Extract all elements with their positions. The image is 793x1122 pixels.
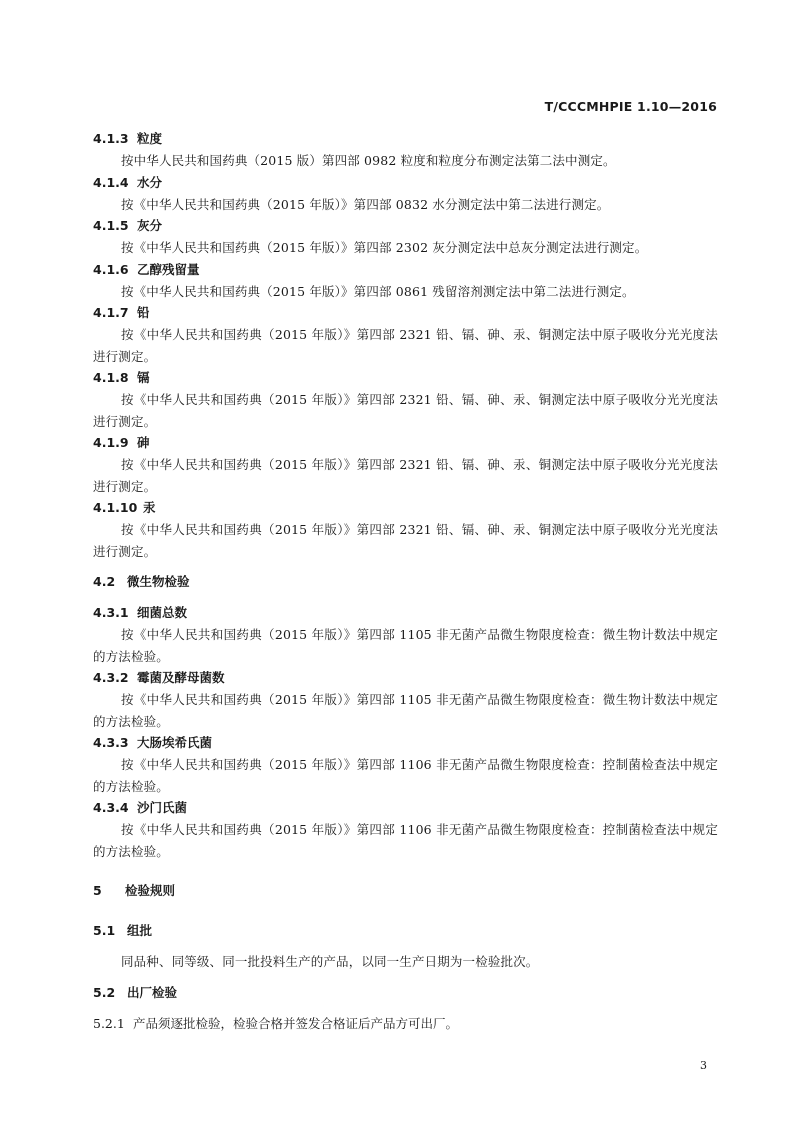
section-number: 5 — [93, 883, 102, 898]
section-heading-4-3-2 — [93, 667, 718, 689]
section-heading-5-2 — [93, 982, 718, 1004]
section-number: 4.2 — [93, 574, 116, 589]
section-paragraph: 按《中华人民共和国药典（2015 年版）》第四部 0832 水分测定法中第二法进行测定。 — [121, 196, 610, 212]
section-heading-4-2 — [93, 571, 718, 593]
section-title: 乙醇残留量 — [137, 261, 200, 277]
section-paragraph: 按《中华人民共和国药典（2015 年版）》第四部 2302 灰分测定法中总灰分测定法进行测定。 — [121, 240, 648, 255]
document-code: T/CCCMHPIE 1.10—2016 — [544, 99, 717, 114]
section-number: 5.2 — [93, 984, 116, 1000]
section-paragraph: 按《中华人民共和国药典（2015 年版）》第四部 1105 非无菌产品微生物限度检查：微生物计数法中规定的方法检验。 — [93, 627, 718, 664]
document-body — [93, 128, 718, 1035]
section-number: 4.3.1 — [93, 605, 129, 620]
section-paragraph: 同品种、同等级、同一批投料生产的产品，以同一生产日期为一检验批次。 — [121, 954, 539, 969]
section-title: 霉菌及酵母菌数 — [137, 670, 225, 685]
section-heading-4-1-10 — [93, 497, 718, 519]
section-title: 水分 — [137, 174, 163, 190]
section-title: 组批 — [127, 923, 153, 938]
section-paragraph: 按《中华人民共和国药典（2015 年版）》第四部 2321 铅、镉、砷、汞、铜测定法中原子吸收分光光度法进行测定。 — [93, 457, 718, 494]
section-heading-4-1-7 — [93, 302, 718, 324]
section-paragraph: 产品须逐批检验，检验合格并签发合格证后产品方可出厂。 — [133, 1015, 459, 1031]
section-title: 细菌总数 — [137, 605, 188, 620]
section-heading-4-3-3 — [93, 732, 718, 754]
section-number: 4.1.9 — [93, 435, 129, 450]
section-title: 大肠埃希氏菌 — [137, 735, 213, 750]
section-paragraph: 按中华人民共和国药典（2015 版）第四部 0982 粒度和粒度分布测定法第二法中测定。 — [121, 153, 616, 168]
section-title: 沙门氏菌 — [137, 800, 188, 815]
section-number: 4.3.3 — [93, 735, 129, 750]
section-heading-5 — [93, 880, 718, 902]
section-title: 出厂检验 — [127, 984, 178, 1000]
section-paragraph: 按《中华人民共和国药典（2015 年版）》第四部 1105 非无菌产品微生物限度检查：微生物计数法中规定的方法检验。 — [93, 692, 718, 729]
clause-5-2-1 — [93, 1013, 718, 1035]
section-paragraph: 按《中华人民共和国药典（2015 年版）》第四部 0861 残留溶剂测定法中第二法进行测定。 — [121, 283, 635, 299]
section-heading-4-1-6 — [93, 259, 718, 281]
section-number: 4.1.10 — [93, 500, 138, 515]
section-title: 镉 — [137, 370, 150, 385]
section-number: 4.3.4 — [93, 800, 129, 815]
section-title: 检验规则 — [125, 883, 176, 898]
page-number: 3 — [700, 1059, 707, 1072]
section-number: 4.1.8 — [93, 370, 129, 385]
section-paragraph: 按《中华人民共和国药典（2015 年版）》第四部 1106 非无菌产品微生物限度检查：控制菌检查法中规定的方法检验。 — [93, 757, 718, 794]
section-paragraph: 按《中华人民共和国药典（2015 年版）》第四部 2321 铅、镉、砷、汞、铜测定法中原子吸收分光光度法进行测定。 — [93, 392, 718, 429]
section-number: 4.1.6 — [93, 261, 129, 277]
section-number: 4.1.3 — [93, 131, 129, 146]
section-heading-4-3-1 — [93, 602, 718, 624]
section-heading-4-1-9 — [93, 432, 718, 454]
section-heading-4-1-5 — [93, 215, 718, 237]
section-number: 5.1 — [93, 923, 116, 938]
section-heading-4-1-3 — [93, 128, 718, 150]
section-number: 5.2.1 — [93, 1015, 125, 1031]
section-paragraph: 按《中华人民共和国药典（2015 年版）》第四部 2321 铅、镉、砷、汞、铜测定法中原子吸收分光光度法进行测定。 — [93, 522, 718, 559]
section-title: 粒度 — [137, 131, 163, 146]
section-title: 汞 — [143, 500, 156, 515]
section-heading-5-1 — [93, 920, 718, 942]
section-paragraph: 按《中华人民共和国药典（2015 年版）》第四部 2321 铅、镉、砷、汞、铜测定法中原子吸收分光光度法进行测定。 — [93, 327, 718, 364]
section-title: 砷 — [137, 435, 150, 450]
section-number: 4.3.2 — [93, 670, 129, 685]
section-heading-4-3-4 — [93, 797, 718, 819]
section-title: 灰分 — [137, 218, 163, 233]
section-heading-4-1-8 — [93, 367, 718, 389]
section-title: 微生物检验 — [127, 574, 190, 589]
section-number: 4.1.4 — [93, 174, 129, 190]
section-title: 铅 — [137, 305, 150, 320]
section-number: 4.1.5 — [93, 218, 129, 233]
section-paragraph: 按《中华人民共和国药典（2015 年版）》第四部 1106 非无菌产品微生物限度检查：控制菌检查法中规定的方法检验。 — [93, 822, 718, 859]
section-heading-4-1-4 — [93, 172, 718, 194]
section-number: 4.1.7 — [93, 305, 129, 320]
